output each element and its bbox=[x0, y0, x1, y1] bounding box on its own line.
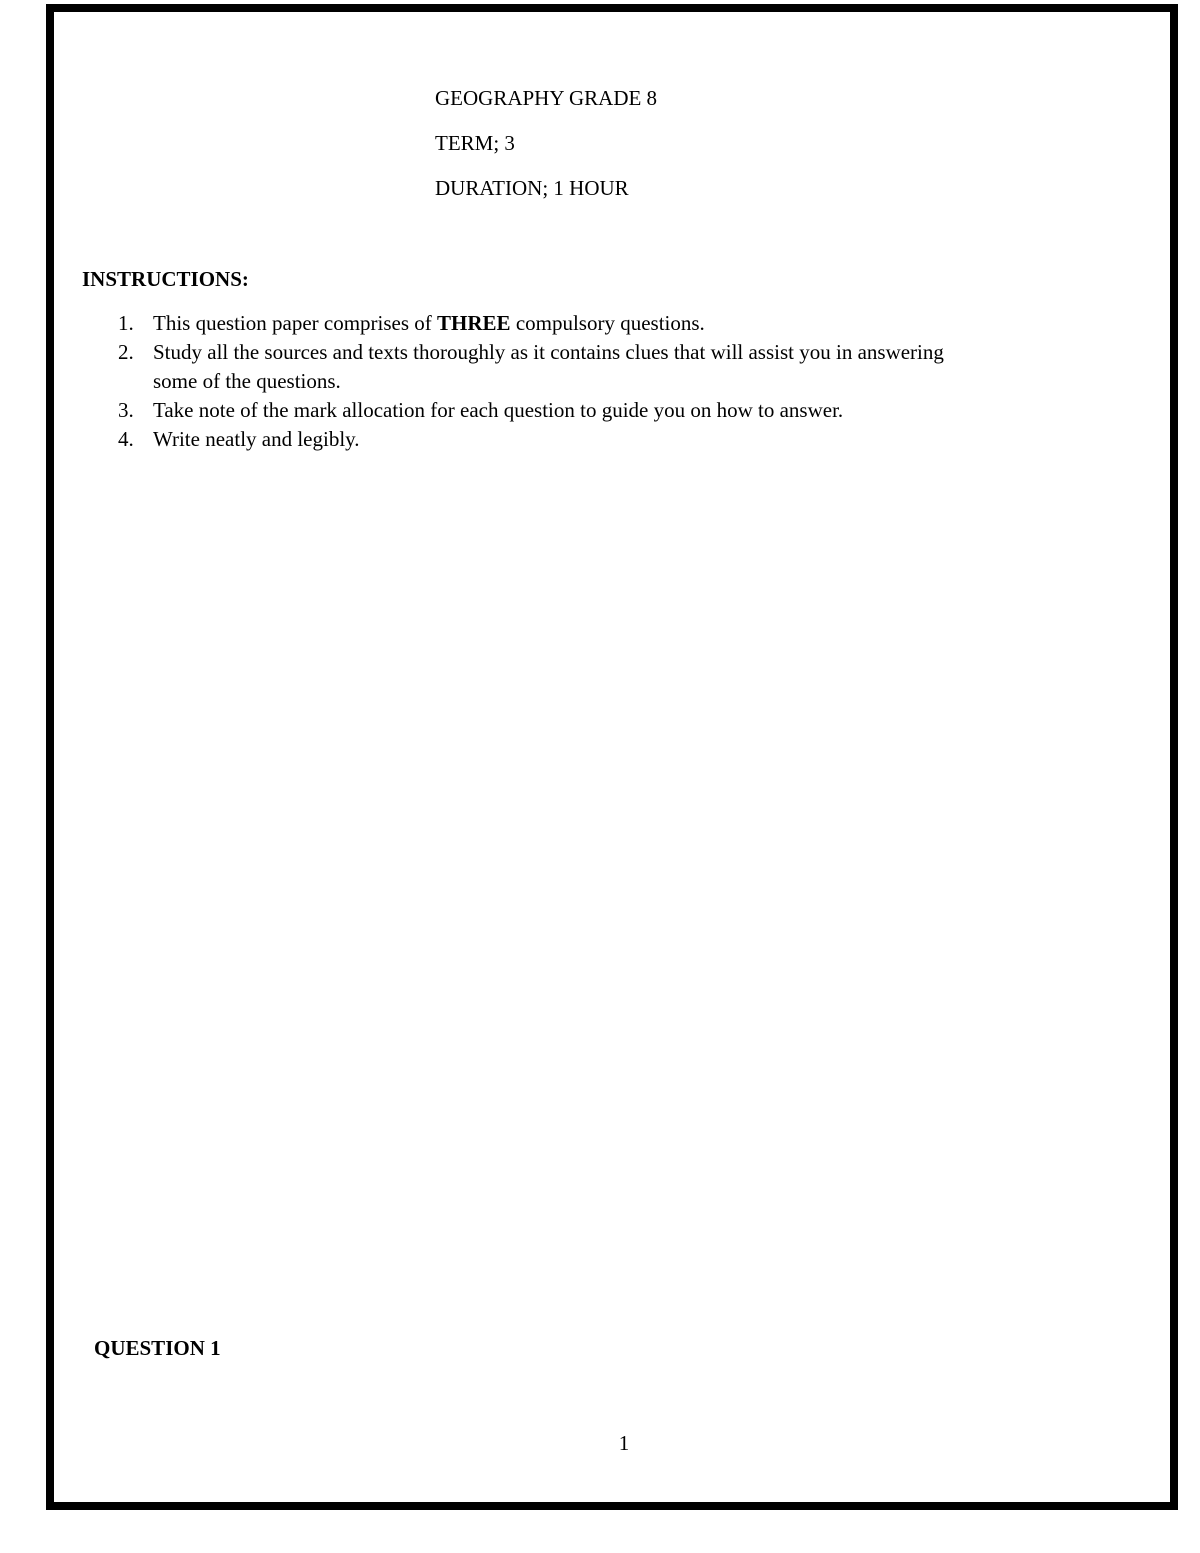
instruction-text: Write neatly and legibly. bbox=[153, 427, 360, 451]
page-number: 1 bbox=[618, 1431, 630, 1455]
instruction-item bbox=[110, 425, 950, 454]
page-border bbox=[46, 4, 1178, 1510]
term-label: TERM; 3 bbox=[435, 131, 515, 155]
subject-title: GEOGRAPHY GRADE 8 bbox=[435, 86, 658, 110]
instruction-emphasis: THREE bbox=[437, 311, 511, 335]
duration-label: DURATION; 1 HOUR bbox=[435, 176, 629, 200]
instruction-text: This question paper comprises of bbox=[153, 311, 438, 335]
instructions-title: INSTRUCTIONS: bbox=[82, 267, 249, 291]
instruction-text: Take note of the mark allocation for each question to guide you on how to answer. bbox=[153, 398, 844, 422]
instruction-item bbox=[110, 396, 950, 425]
instruction-number: 3. bbox=[118, 398, 134, 422]
instructions-list bbox=[110, 309, 950, 454]
instruction-text: Study all the sources and texts thoroughly as it contains clues that will assist you in answering some of the questions. bbox=[153, 340, 944, 393]
instruction-number: 4. bbox=[118, 427, 134, 451]
instruction-number: 1. bbox=[118, 311, 134, 335]
question-heading: QUESTION 1 bbox=[94, 1336, 221, 1360]
instruction-item bbox=[110, 309, 950, 338]
instruction-item bbox=[110, 338, 950, 396]
instruction-number: 2. bbox=[118, 340, 134, 364]
exam-header bbox=[435, 84, 657, 219]
instruction-text-end: compulsory questions. bbox=[510, 311, 705, 335]
